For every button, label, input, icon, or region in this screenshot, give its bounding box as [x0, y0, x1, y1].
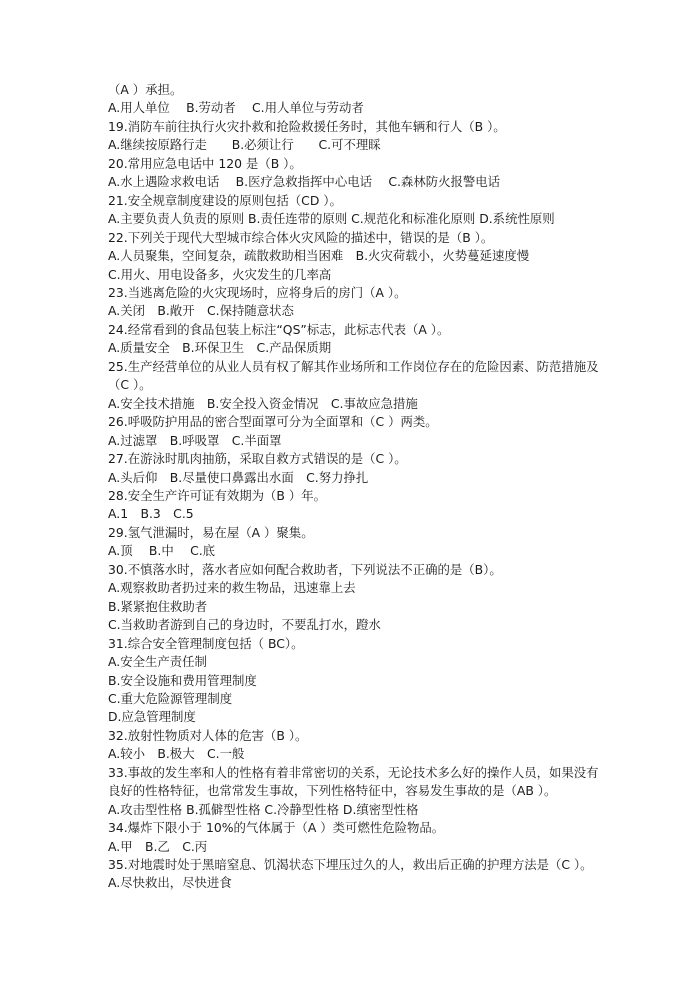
text-line: A.1 B.3 C.5	[108, 506, 194, 522]
text-line: A.攻击型性格 B.孤僻型性格 C.冷静型性格 D.缜密型性格	[108, 801, 419, 817]
text-line: A.水上遇险求救电话 B.医疗急救指挥中心电话 C.森林防火报警电话	[108, 174, 501, 190]
text-line: 29.氢气泄漏时，易在屋（A ）聚集。	[108, 524, 314, 540]
text-line: A.关闭 B.敞开 C.保持随意状态	[108, 303, 294, 319]
text-line: A.质量安全 B.环保卫生 C.产品保质期	[108, 340, 332, 356]
text-line: 25.生产经营单位的从业人员有权了解其作业场所和工作岗位存在的危险因素、防范措施及（C ）。	[108, 358, 599, 393]
text-line: A.主要负责人负责的原则 B.责任连带的原则 C.规范化和标准化原则 D.系统性原则	[108, 211, 555, 227]
text-line: 31.综合安全管理制度包括（ BC）。	[108, 635, 304, 651]
text-line: （A ）承担。	[108, 82, 183, 97]
text-line: A.用人单位 B.劳动者 C.用人单位与劳动者	[108, 100, 364, 116]
text-line: B.安全设施和费用管理制度	[108, 672, 257, 688]
text-line: 22.下列关于现代大型城市综合体火灾风险的描述中，错误的是（B ）。	[108, 229, 494, 245]
text-line: A.过滤罩 B.呼吸罩 C.半面罩	[108, 432, 282, 448]
document-page	[108, 81, 603, 893]
text-line: A.安全生产责任制	[108, 654, 207, 670]
text-line: 30.不慎落水时，落水者应如何配合救助者，下列说法不正确的是（B）。	[108, 561, 502, 577]
text-line: C.当救助者游到自己的身边时，不要乱打水，蹬水	[108, 617, 381, 633]
text-line: 33.事故的发生率和人的性格有着非常密切的关系，无论技术多么好的操作人员，如果没有良好的性格特征，也常常发生事故，下列性格特征中，容易发生事故的是（AB ）。	[108, 764, 599, 799]
text-line: 19.消防车前往执行火灾扑救和抢险救援任务时，其他车辆和行人（B ）。	[108, 118, 506, 134]
text-line: 27.在游泳时肌肉抽筋，采取自救方式错误的是（C ）。	[108, 451, 407, 467]
text-line: A.继续按原路行走 B.必须让行 C.可不理睬	[108, 137, 381, 153]
text-line: C.重大危险源管理制度	[108, 690, 233, 706]
text-line: A.人员聚集，空间复杂，疏散救助相当困难 B.火灾荷载小，火势蔓延速度慢	[108, 248, 530, 264]
text-line: 32.放射性物质对人体的危害（B ）。	[108, 727, 308, 743]
text-line: C.用火、用电设备多，火灾发生的几率高	[108, 266, 332, 282]
text-line: A.头后仰 B.尽量使口鼻露出水面 C.努力挣扎	[108, 469, 369, 485]
text-line: 35.对地震时处于黑暗窒息、饥渴状态下埋压过久的人，救出后正确的护理方法是（C ）。	[108, 857, 593, 873]
text-line: B.紧紧抱住救助者	[108, 598, 208, 614]
text-line: A.较小 B.极大 C.一般	[108, 746, 245, 762]
text-line: 23.当逃离危险的火灾现场时，应将身后的房门（A ）。	[108, 284, 407, 300]
text-line: A.甲 B.乙 C.丙	[108, 838, 208, 854]
text-line: 26.呼吸防护用品的密合型面罩可分为全面罩和（C ）两类。	[108, 414, 438, 430]
text-line: D.应急管理制度	[108, 709, 196, 725]
text-line: 28.安全生产许可证有效期为（B ）年。	[108, 487, 327, 503]
text-line: A.尽快救出，尽快进食	[108, 875, 232, 891]
text-line: A.观察救助者扔过来的救生物品，迅速靠上去	[108, 580, 356, 596]
text-line: A.安全技术措施 B.安全投入资金情况 C.事故应急措施	[108, 395, 418, 411]
text-line: 20.常用应急电话中 120 是（B ）。	[108, 155, 302, 171]
text-line: 34.爆炸下限小于 10%的气体属于（A ）类可燃性危险物品。	[108, 820, 445, 836]
text-line: 21.安全规章制度建设的原则包括（CD ）。	[108, 192, 342, 208]
text-line: 24.经常看到的食品包装上标注“QS”标志，此标志代表（A ）。	[108, 321, 450, 337]
text-line: A.顶 B.中 C.底	[108, 543, 216, 559]
